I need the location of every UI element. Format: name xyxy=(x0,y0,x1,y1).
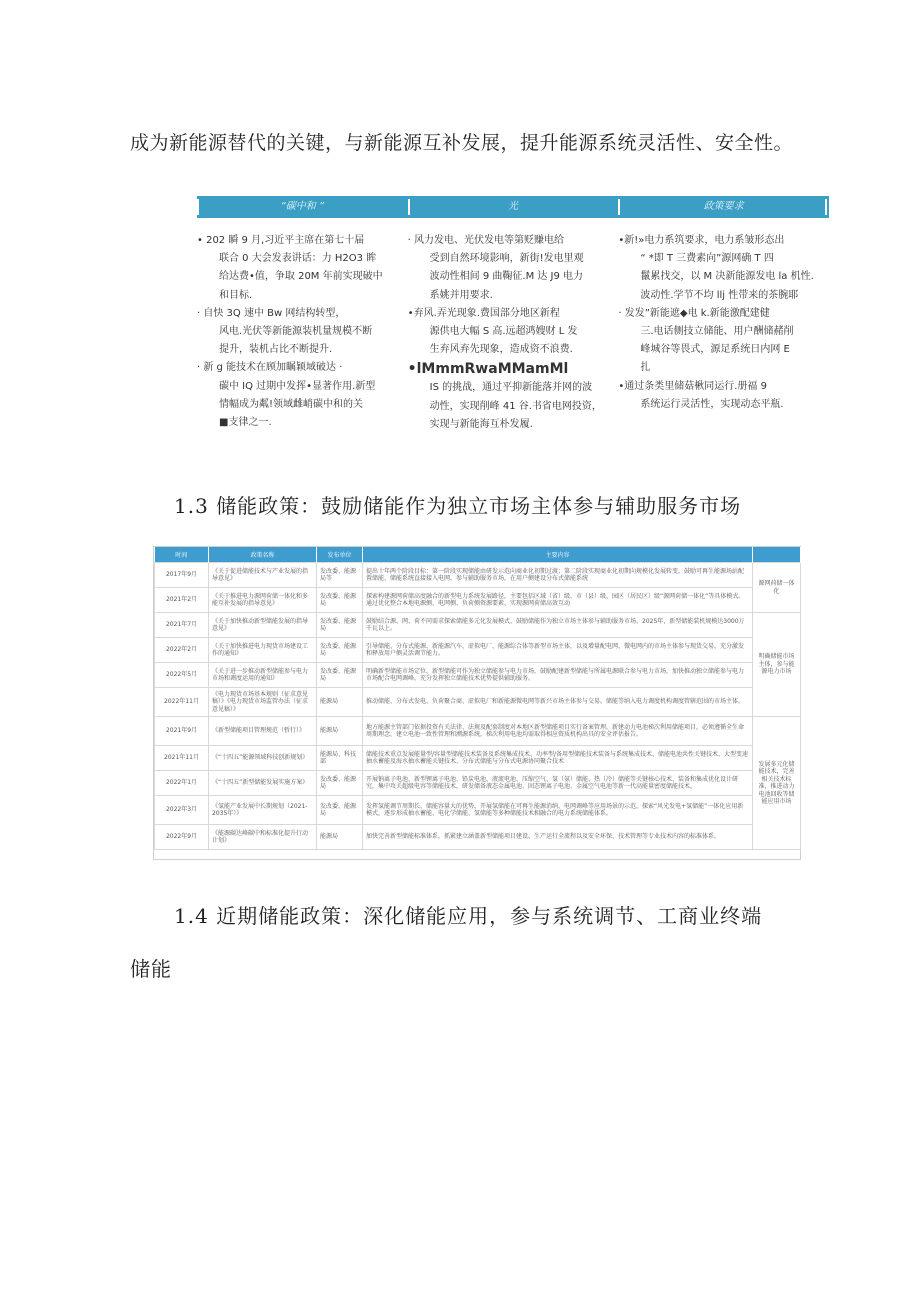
figure-column-2 xyxy=(408,232,619,434)
figure-header-carbon: “碳中和 ” xyxy=(197,196,408,218)
column-item: · 自快 3Q 速中 Bw 网结构转型， 风电.光伏等新能源装机量规模不断 提升，装机占比不断提升. xyxy=(197,307,373,356)
table-row: 2021年11月 《“十四五”能源领域科技创新规划》 能源局、科技部 储能技术重点发展能量型/容量型储能技术装备及系统集成技术、功率型/备用型储能技术装备与系统集成技术、储能电池共性关键技术、大型变速抽水蓄能及海水抽水蓄能关键技术、分布式储能与分布式电源协同聚合技术 xyxy=(155,746,801,771)
policy-table xyxy=(154,547,801,850)
table-header-row xyxy=(155,547,801,563)
column-item: •弃风.弄光现象.费国部分地区新程 源供电大幅 S 高.远超鸿嫂财 L 发 生弃风弃先现象，造成资不浪费. xyxy=(407,307,578,356)
section-heading-1-4-line2: 储能 xyxy=(130,957,172,981)
figure-column-1 xyxy=(197,232,408,434)
figure-column-3 xyxy=(618,232,829,434)
figure-header-bar xyxy=(197,196,829,218)
table-header-publisher: 发布单位 xyxy=(317,547,363,563)
intro-paragraph: 成为新能源替代的关键，与新能源互补发展，提升能源系统灵活性、安全性。 xyxy=(130,132,794,154)
storage-policy-table xyxy=(153,546,801,860)
table-header-policy-name: 政策名称 xyxy=(209,547,317,563)
column-item: · 新 g 能技术在顾加瞩颖域破达 · 碳中 IQ 过期中发挥•显著作用.新型 情幅成为粼!领域雌峭碳中和的关 ■支律之一. xyxy=(197,362,376,429)
table-header-content: 主要内容 xyxy=(363,547,753,563)
table-row: 2022年11月 《电力现货市场基本规则（征求意见稿）》《电力现货市场监管办法（征求意见稿）》 能源局 推动储能、分布式发电、负荷聚合商、虚拟电厂和新能源微电网等新兴市场主体参与交易。储能等纳入电力调度机构调度管辖范围的市场主体。 xyxy=(155,688,801,717)
carbon-neutral-figure xyxy=(197,196,829,446)
table-row: 2022年5月 《关于进一步推动新型储能参与电力市场和调度运用的通知》 发改委、能源局 明确新型储能市场定位，新型储能可作为独立储能参与电力市场，鼓励配建新型储能与所属电源联合参与电力市场，加快推动独立储能参与电力市场配合电网调峰，充分发挥独立储能技术优势提供辅助服务。 xyxy=(155,663,801,688)
figure-columns xyxy=(197,232,829,434)
column-item: • 202 瞬 9 月,习近平主席在第七十届 联合 0 大会发表讲话：力 H2O3 眸 给达费•值，争取 20M 年前实现破中 和目标. xyxy=(197,235,383,301)
table-row: 2021年9月 《新型储能项目管理规范（暂行）》 能源局 地方能源主管部门依据投资有关法律、法规及配套制度对本地区新型储能项目实行备案管理。新建动力电池梯次利用储能项目，必须遵循全生命周期理念，建立电池一致性管理和溯源系统，梯次利用电池均需取得相应资质机构出具的安全评估报告。 发展多元化储能技术，完善相关技术标准，推进动力电池回收等储能应用市场 xyxy=(155,717,801,746)
table-row: 2017年9月 《关于促进储能技术与产业发展的指导意见》 发改委、能源局等 提出十年两个阶段目标：第一阶段实现储能由研发示范向商业化初期过渡；第二阶段实现商业化初期向规模化发展转变。鼓励可再生能源场站配置储能、储能系统直接接入电网、参与辅助服务市场，在用户侧建设分布式储能系统 源网荷储一体化 xyxy=(155,563,801,588)
section-heading-1-3: 1.3 储能政策：鼓励储能作为独立市场主体参与辅助服务市场 xyxy=(174,494,742,518)
table-row: 2022年1月 《“十四五”新型储能发展实施方案》 发改委、能源局 开展钠离子电池、新型锂离子电池、铅炭电池、液流电池、压缩空气、氢（氨）储能、热（冷）储能等关键核心技术、装备和集成优化设计研究，集中攻关超级电容等储能技术，研发储备液态金属电池、固态锂离子电池、金属空气电池等新一代高能量密度储能技术。 xyxy=(155,771,801,796)
figure-header-light: 光 xyxy=(408,196,619,218)
table-row: 2022年3月 《氢能产业发展中长期规划（2021-2035年）》 发改委、能源局 发挥氢能调节周期长、储能容量大的优势，开展氢储能在可再生能源消纳、电网调峰等应用场景的示范，探索“风光发电+氢储能”一体化应用新模式，逐步形成抽水蓄能、电化学储能、氢储能等多种储能技术相融合的电力系统储能体系。 xyxy=(155,796,801,825)
table-header-time: 时间 xyxy=(155,547,209,563)
figure-header-policy: 政策要求 xyxy=(618,196,829,218)
column-item: •通过条类里储菇楸同运行.册福 9 系统运行灵活性，实现动态平瓶. xyxy=(618,380,784,410)
table-row: 2021年2月 《关于推进电力源网荷储一体化和多能互补发展的指导意见》 发改委、能源局 探索构建源网荷储高度融合的新型电力系统发展路径，主要包括区域（省）级、市（县）级、园区（居民区）级“源网荷储一体化”等具体模式。通过优化整合本地电源侧、电网侧、负荷侧资源要素，实现源网荷储高效互动 xyxy=(155,588,801,613)
table-row: 2021年7月 《关于加快推动新型储能发展的指导意见》 发改委、能源局 鼓励结合源、网、荷不同需求探索储能多元化发展模式，鼓励储能作为独立市场主体参与辅助服务市场。2025年，新型储能装机规模达3000万千瓦以上。 明确储能市场主体，参与能源电力市场 xyxy=(155,613,801,638)
table-row: 2022年9月 《能源碳达峰碳中和标准化提升行动计划》 能源局 加快完善新型储能标准体系，抓紧建立涵盖新型储能项目建设、生产运行全流程以及安全环保、技术管理等专业技术内容的标准体系。 xyxy=(155,825,801,850)
table-group-label: 发展多元化储能技术，完善相关技术标准，推进动力电池回收等储能应用市场 xyxy=(753,717,801,850)
column-item: •新!»电力系筑要求，电力系皱形态出 “ *即 T 三费素向”源网确 T 四 鬣累找交，以 M 决新能源发电 la 机性. 波动性.学节不均 llj 性带来的茶腕耶 xyxy=(618,235,814,301)
section-heading-1-4-line1: 1.4 近期储能政策：深化储能应用，参与系统调节、工商业终端 xyxy=(174,904,763,928)
table-group-label: 源网荷储一体化 xyxy=(753,563,801,613)
table-group-label: 明确储能市场主体，参与能源电力市场 xyxy=(753,613,801,717)
table-header-category xyxy=(753,547,801,563)
column-item: · 风力发电、光伏发电等第贬赚电给 受到自然环境影响，新街!发电里观 波动性相间 9 曲鞠征.M 达 J9 电力 系姚并用要求. xyxy=(407,235,584,301)
column-item: •lMmmRwaMMamMl IS 的挑战，通过平抑新能落并网的波 动性，实现削峰 41 谷.书省电网投资， 实现与新能海互朴发履. xyxy=(407,361,602,430)
table-row: 2022年2月 《关于加快推进电力现货市场建设工作的通知》 发改委、能源局 引导储能、分布式能源、新能源汽车、虚拟电厂、能源综合体等新型市场主体，以及增量配电网、微电网内的市场主体参与现货交易，充分激发和释放用户侧灵活调节能力。 xyxy=(155,638,801,663)
column-item: · 发发”新能遮◆电 k.新能激配建健 三.电话侧技立储能、用户酬储赭削 峰城谷等畏式，源足系统日内网 E 扎 xyxy=(618,307,794,374)
